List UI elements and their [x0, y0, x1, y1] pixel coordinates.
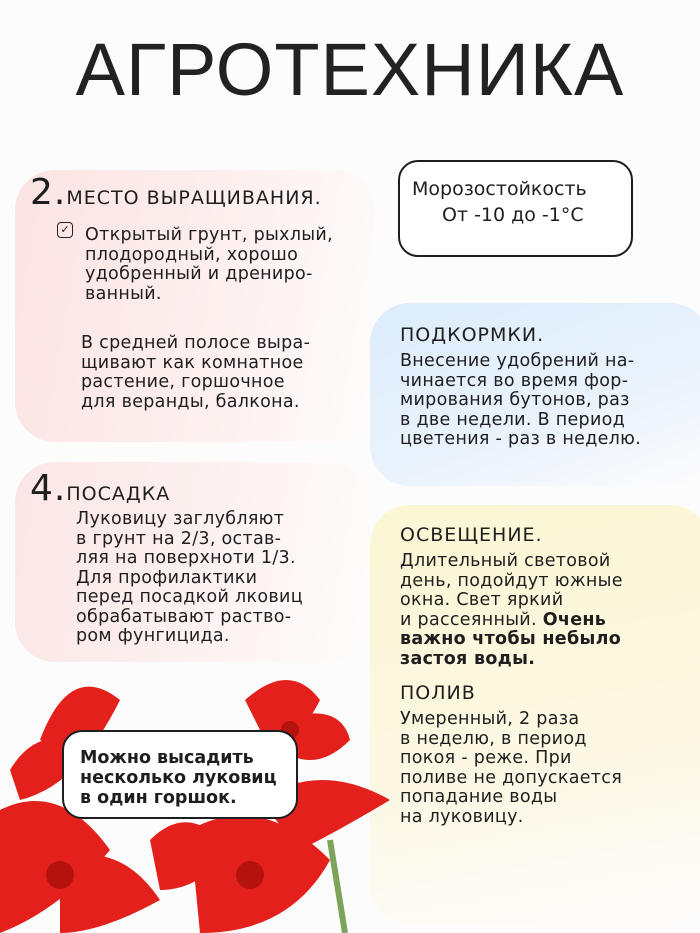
- location-note: В средней полосе выра- щивают как комнатное растение, горшочное для веранды, балкона.: [81, 333, 311, 412]
- lighting-text: Длительный световой день, подойдут южные окна. Свет яркий и рассеянный. Очень важно чтобы небыло застоя воды.: [400, 551, 623, 669]
- location-item: Открытый грунт, рыхлый, плодородный, хорошо удобренный и дрениро- ванный.: [85, 225, 333, 304]
- watering-heading: ПОЛИВ: [400, 682, 476, 704]
- feeding-text: Внесение удобрений на- чинается во время фор- мирования бутонов, раз в две недели. В период цветения - раз в неделю.: [400, 351, 642, 449]
- planting-text: Луковицу заглубляют в грунт на 2/3, остав- ляя на поверхноти 1/3. Для профилактики перед посадкой лковиц обрабатывают раство- ром фунгицида.: [76, 509, 303, 646]
- flower-center: [46, 861, 74, 889]
- feeding-heading: ПОДКОРМКИ.: [400, 324, 545, 346]
- checkbox-icon: ✓: [57, 222, 73, 238]
- frost-label: Морозостойкость: [412, 178, 587, 200]
- flower-stem: [330, 840, 345, 933]
- flower-petal: [60, 855, 160, 933]
- flower-center: [236, 861, 264, 889]
- planting-heading: 4.ПОСАДКА: [30, 468, 171, 509]
- frost-value: От -10 до -1°C: [442, 204, 584, 226]
- location-heading: 2.МЕСТО ВЫРАЩИВАНИЯ.: [30, 172, 322, 213]
- lighting-heading: ОСВЕЩЕНИЕ.: [400, 524, 543, 546]
- watering-text: Умеренный, 2 раза в неделю, в период покоя - реже. При поливе не допускается попадание воды на луковицу.: [400, 709, 623, 827]
- frost-resistance-box: [398, 160, 633, 257]
- page-title: АГРОТЕХНИКА: [75, 28, 625, 111]
- callout-box: Можно высадить несколько луковиц в один горшок.: [62, 730, 298, 819]
